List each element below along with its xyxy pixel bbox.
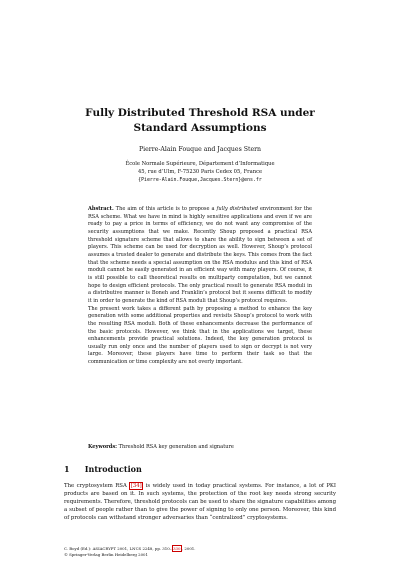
section-heading-introduction — [64, 464, 142, 474]
abstract-emphasis: fully distributed — [216, 206, 258, 212]
author-emails: {Pierre-Alain.Fouque,Jacques.Stern}@ens.fr — [138, 177, 262, 184]
abstract-text-1a: The aim of this article is to propose a — [115, 206, 215, 212]
introduction-body — [64, 482, 336, 522]
section-title: Introduction — [84, 464, 142, 474]
footer-citation-prefix: C. Boyd (Ed.): ASIACRYPT 2001, LNCS 2248, pp. 310– — [64, 546, 172, 551]
affiliation-line-2: 45, rue d’Ulm, F-75230 Paris Cedex 05, France — [137, 169, 263, 176]
citation-link[interactable]: [34] — [130, 483, 142, 489]
abstract — [88, 206, 312, 367]
abstract-label: Abstract. — [88, 206, 114, 212]
title-line-1: Fully Distributed Threshold RSA under — [85, 107, 315, 119]
keywords-label: Keywords: — [88, 444, 118, 450]
keywords — [88, 444, 312, 452]
paper-title — [60, 106, 340, 136]
affiliation — [60, 160, 340, 185]
title-line-2: Standard Assumptions — [133, 122, 267, 134]
section-number: 1 — [64, 464, 70, 474]
keywords-text: Threshold RSA key generation and signature — [118, 444, 234, 450]
affiliation-line-1: École Normale Supérieure, Département d’Informatique — [125, 161, 275, 167]
abstract-paragraph-2: The present work takes a different path by proposing a method to enhance the key generation with some additional properties and revisits Shoup’s protocol to work with the resulting RSA moduli. Both of these enhancements decrease the performance of the basic protocols. However, we think that in the applications we target, these enhancements provide practical solutions. Indeed, the key generation protocol is usually run only once and the number of players used to sign or decrypt is not very large. Moreover, these players have time to perform their task so that the communication or time complexity are not overly important. — [88, 305, 312, 366]
introduction-paragraph — [64, 482, 336, 522]
intro-text-a: The cryptosystem RSA — [64, 483, 127, 489]
authors: Pierre-Alain Fouque and Jacques Stern — [138, 146, 262, 153]
page-footer — [64, 546, 336, 557]
intro-text-b: is widely used in today practical systems. For instance, a lot of PKI products are based on it. In such systems, the protection of the root key needs strong security requirements. Therefore, threshold protocols can be used to share the signature capabilities among a subset of people rather than to give the power of signing to only one person. Moreover, this kind of protocols can withstand stronger adversaries than “centralized” cryptosystems. — [64, 483, 337, 522]
abstract-paragraph-1 — [88, 206, 312, 306]
footer-citation-suffix: , 2001. — [181, 546, 196, 551]
abstract-text-1b: environment for the RSA scheme. What we have in mind is highly sensitive applications and even if we are ready to pay a price in terms of efficiency, we do not want any compromise of the security assumptions that we make. Recently Shoup proposed a practical RSA threshold signature scheme that allows to share the ability to sign between a set of players. This scheme can be used for decryption as well. However, Shoup’s protocol assumes a trusted dealer to generate and distribute the keys. This comes from the fact that the scheme needs a special assumption on the RSA modulus and this kind of RSA moduli cannot be easily generated in an efficient way with many players. Of course, it is still possible to call theoretical results on multiparty computation, but we cannot hope to design efficient protocols. The only practical result to generate RSA moduli in a distributive manner is Boneh and Franklin’s protocol but it seems difficult to modify it in order to generate the kind of RSA moduli that Shoup’s protocol requires. — [88, 206, 312, 304]
footer-copyright: © Springer-Verlag Berlin Heidelberg 2001 — [64, 551, 148, 557]
footer-page-link[interactable]: 330 — [173, 546, 181, 551]
